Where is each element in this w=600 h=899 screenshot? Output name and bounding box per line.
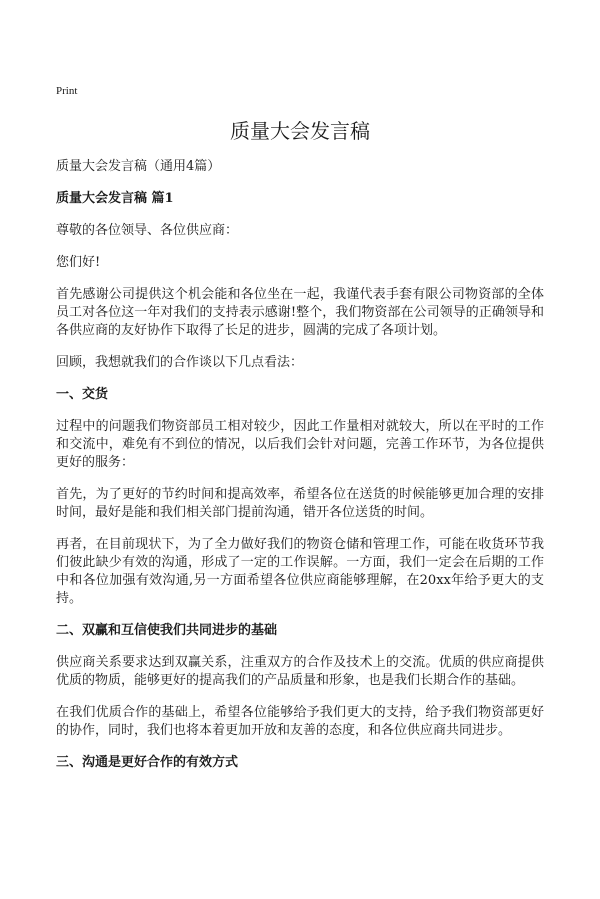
section-heading-delivery: 一、交货	[56, 387, 109, 402]
section-heading-win-win: 二、双赢和互信使我们共同进步的基础	[56, 623, 278, 638]
delivery-paragraph-2: 首先，为了更好的节约时间和提高效率，希望各位在送货的时候能够更加合理的安排时间，最好是能和我们相关部门提前沟通，错开各位送货的时间。	[56, 487, 544, 520]
print-label[interactable]: Print	[56, 85, 78, 97]
salutation: 尊敬的各位领导、各位供应商：	[56, 223, 239, 238]
delivery-paragraph-1: 过程中的问题我们物资部员工相对较少，因此工作量相对就较大，所以在平时的工作和交流中，难免有不到位的情况，以后我们会针对问题，完善工作环节，为各位提供更好的服务：	[56, 419, 544, 470]
intro-paragraph: 首先感谢公司提供这个机会能和各位坐在一起，我谨代表手套有限公司物资部的全体员工对各位这一年对我们的支持表示感谢!整个，我们物资部在公司领导的正确领导和各供应商的友好协作下取得了长足的进步，圆满的完成了各项计划。	[56, 287, 544, 338]
section-heading-communication: 三、沟通是更好合作的有效方式	[56, 755, 239, 770]
delivery-paragraph-3: 再者，在目前现状下，为了全力做好我们的物资仓储和管理工作，可能在收货环节我们彼此缺少有效的沟通，形成了一定的工作误解。一方面，我们一定会在后期的工作中和各位加强有效沟通,另一方面希望各位供应商能够理解，在20xx年给予更大的支持。	[56, 537, 544, 606]
win-win-paragraph-1: 供应商关系要求达到双赢关系，注重双方的合作及技术上的交流。优质的供应商提供优质的物质，能够更好的提高我们的产品质量和形象，也是我们长期合作的基础。	[56, 655, 544, 688]
document-subtitle: 质量大会发言稿（通用4篇）	[56, 159, 221, 174]
document-title: 质量大会发言稿	[230, 119, 370, 143]
win-win-paragraph-2: 在我们优质合作的基础上，希望各位能够给予我们更大的支持，给予我们物资部更好的协作，同时，我们也将本着更加开放和友善的态度，和各位供应商共同进步。	[56, 705, 544, 738]
review-paragraph: 回顾，我想就我们的合作谈以下几点看法：	[56, 355, 304, 370]
greeting: 您们好!	[56, 255, 101, 270]
article-heading: 质量大会发言稿 篇1	[56, 191, 174, 206]
